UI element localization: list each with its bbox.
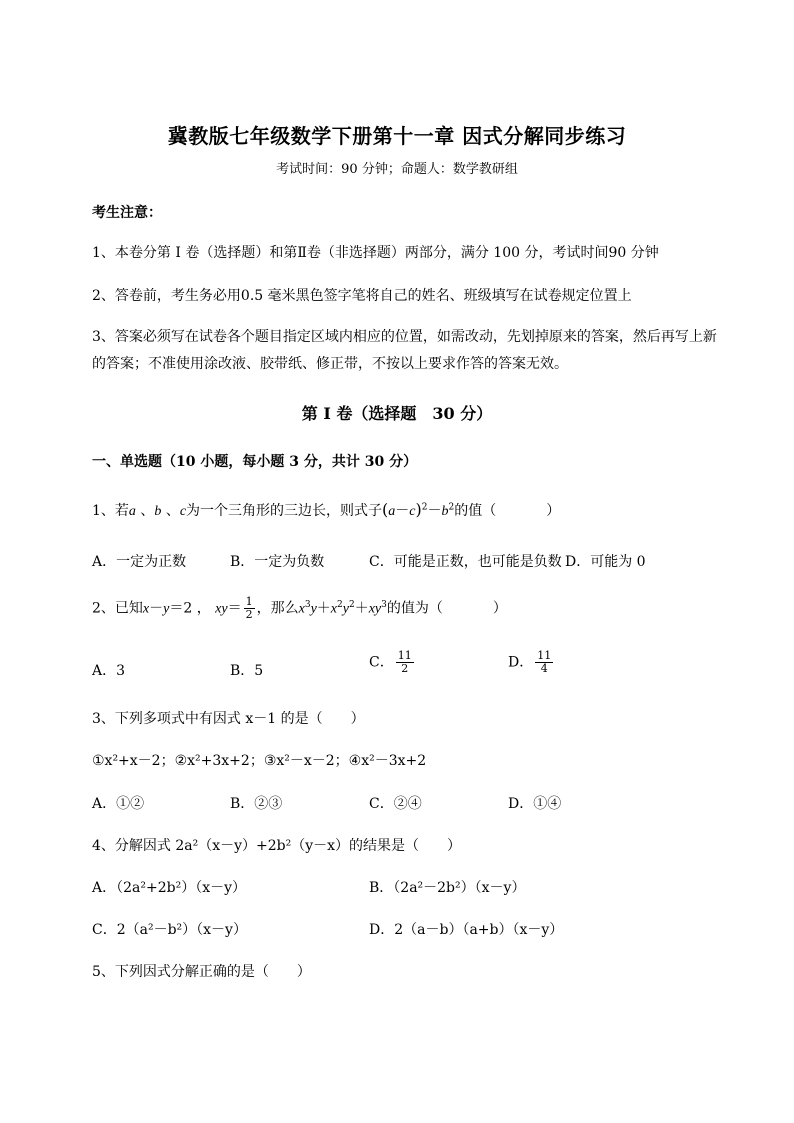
q3-option-d[interactable]: D．①④ — [508, 796, 562, 812]
q4-option-a[interactable]: A．（2a²+2b²）（x－y） — [92, 880, 246, 896]
question-3-stem: 3、下列多项式中有因式 x－1 的是（ ） — [92, 711, 365, 727]
question-3-list: ①x²+x－2；②x²+3x+2；③x²－x－2；④x²－3x+2 — [92, 753, 427, 769]
q1-prefix: 1、若 — [92, 503, 129, 519]
notice-item-3: 3、答案必须写在试卷各个题目指定区域内相应的位置，如需改动，先划掉原来的答案，然后再写上新 — [92, 329, 717, 345]
q1-mid: 为一个三角形的三边长，则式子 — [186, 503, 383, 519]
q2-frac-c: $\frac{11}{2}$ — [397, 649, 412, 676]
q2-frac-xy: $\frac{1}{2}$ — [245, 595, 253, 622]
q4-option-d[interactable]: D．2（a－b）（a+b）（x－y） — [369, 922, 564, 938]
q1-option-d[interactable]: D．可能为 0 — [565, 554, 646, 570]
q1-option-a[interactable]: A．一定为正数 — [92, 554, 187, 570]
question-1-stem: 1、若a 、b 、c为一个三角形的三边长，则式子$(a-c)^2-b^2$的值（ ） — [92, 500, 561, 519]
question-2-stem: 2、已知x－y＝2 ， xy＝ $\frac{1}{2}$ ，那么$x^3y+x^2y^2+xy^3$的值为（ ） — [92, 595, 507, 622]
q3-option-b[interactable]: B．②③ — [230, 796, 283, 812]
notice-item-3-continued: 的答案；不准使用涂改液、胶带纸、修正带，不按以上要求作答的答案无效。 — [92, 356, 568, 372]
q4-option-c[interactable]: C．2（a²－b²）（x－y） — [92, 922, 247, 938]
notice-item-2: 2、答卷前，考生务必用0.5 毫米黑色签字笔将自己的姓名、班级填写在试卷规定位置上 — [92, 288, 632, 304]
exam-subtitle: 考试时间：90 分钟；命题人：数学教研组 — [276, 162, 518, 177]
q2-option-b[interactable]: B．5 — [230, 663, 264, 679]
notice-item-1: 1、本卷分第 I 卷（选择题）和第Ⅱ卷（非选择题）两部分，满分 100 分，考试时间90 分钟 — [92, 245, 659, 261]
q1-option-c[interactable]: C．可能是正数，也可能是负数 — [369, 554, 562, 570]
q4-option-b[interactable]: B．（2a²－2b²）（x－y） — [369, 880, 526, 896]
notice-heading: 考生注意： — [92, 205, 162, 221]
q2-prefix: 2、已知 — [92, 600, 143, 617]
page-title: 冀教版七年级数学下册第十一章 因式分解同步练习 — [167, 124, 627, 148]
q2-suffix: 的值为（ — [386, 600, 443, 617]
q1-close: ） — [546, 503, 561, 519]
part-one-title: 第 I 卷（选择题 30 分） — [301, 404, 493, 423]
q2-close: ） — [492, 600, 507, 617]
q1-option-b[interactable]: B．一定为负数 — [230, 554, 325, 570]
q2-option-a[interactable]: A．3 — [92, 663, 126, 679]
q1-suffix: 的值（ — [454, 503, 497, 519]
question-5-stem: 5、下列因式分解正确的是（ ） — [92, 964, 311, 980]
q2-option-c[interactable]: C． $\frac{11}{2}$ — [369, 649, 412, 676]
section-one-title: 一、单选题（10 小题，每小题 3 分，共计 30 分） — [92, 454, 418, 470]
q3-option-a[interactable]: A．①② — [92, 796, 145, 812]
question-4-stem: 4、分解因式 2a²（x－y）+2b²（y－x）的结果是（ ） — [92, 838, 462, 854]
q2-mid: ，那么 — [256, 600, 299, 617]
q2-option-d[interactable]: D． $\frac{11}{4}$ — [508, 649, 552, 676]
q2-frac-d: $\frac{11}{4}$ — [537, 649, 552, 676]
q3-option-c[interactable]: C．②④ — [369, 796, 422, 812]
